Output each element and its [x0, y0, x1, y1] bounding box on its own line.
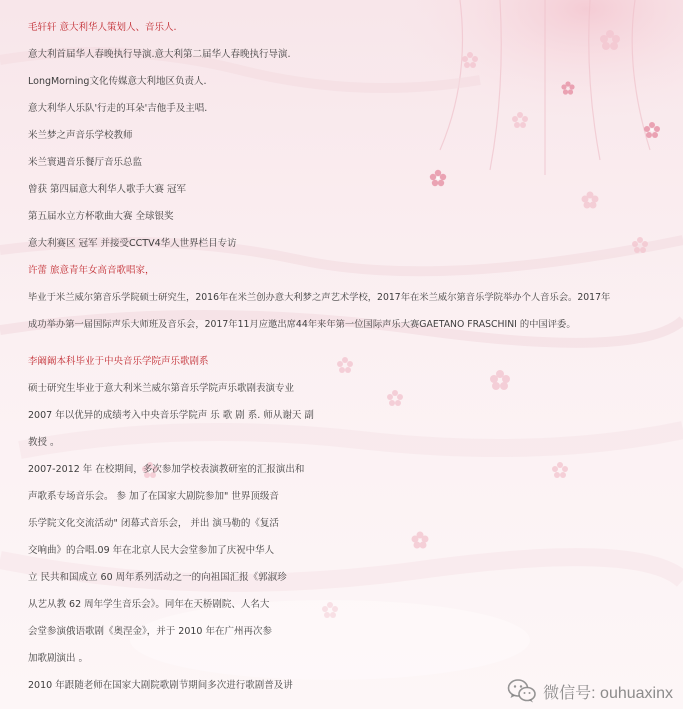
paragraph-line: 交响曲》的合唱.09 年在北京人民大会堂参加了庆祝中华人 [28, 545, 275, 556]
paragraph-line: 曾获 第四届意大利华人歌手大赛 冠军 [28, 184, 187, 195]
paragraph-line: 会堂参演俄语歌剧《奥涅金》，并于 2010 年在广州再次参 [28, 626, 272, 637]
paragraph-line: 意大利首届华人春晚执行导演.意大利第二届华人春晚执行导演. [28, 49, 291, 60]
paragraph-line: 成功举办第一届国际声乐大师班及音乐会，2017年11月应邀出席44年来年第一位国际声乐大赛GAETANO FRASCHINI 的中国评委。 [28, 319, 576, 330]
wechat-logo-icon [507, 678, 537, 704]
paragraph-line: 从艺从教 62 周年学生音乐会》。同年在天桥剧院、人名大 [28, 599, 270, 610]
watermark-text: 微信号: ouhuaxinx [543, 684, 673, 702]
paragraph-line: 2007 年以优异的成绩考入中央音乐学院声 乐 歌 剧 系. 师从谢天 副 [28, 410, 314, 421]
paragraph-line: 米兰寰遇音乐餐厅音乐总监 [28, 157, 143, 168]
paragraph-line: 意大利华人乐队'行走的耳朵'吉他手及主唱. [28, 103, 208, 114]
paragraph-line: LongMorning文化传媒意大利地区负责人. [28, 76, 207, 87]
paragraph-line: 教授 。 [28, 437, 60, 448]
paragraph-line: 硕士研究生毕业于意大利米兰威尔第音乐学院声乐歌剧表演专业 [28, 383, 295, 394]
paragraph-line: 2007-2012 年 在校期间，多次参加学校表演教研室的汇报演出和 [28, 464, 305, 475]
paragraph-line: 立 民共和国成立 60 周年系列活动之一的向祖国汇报《郭淑珍 [28, 572, 287, 583]
paragraph-line: 毕业于米兰威尔第音乐学院硕士研究生，2016年在米兰创办意大利梦之声艺术学校，2017年在米兰威尔第音乐学院举办个人音乐会。2017年 [28, 292, 611, 303]
paragraph-line: 乐学院文化交流活动" 闭幕式音乐会， 并出 演马勒的《复活 [28, 518, 279, 529]
paragraph-line: 声歌系专场音乐会。 参 加了在国家大剧院参加" 世界顶级音 [28, 491, 279, 502]
paragraph-line: 意大利赛区 冠军 并接受CCTV4华人世界栏目专访 [28, 238, 237, 249]
paragraph-line: 第五届水立方杯歌曲大赛 全球银奖 [28, 211, 174, 222]
heading-xulei: 许蕾 旅意青年女高音歌唱家， [28, 265, 155, 276]
paragraph-line: 加歌剧演出 。 [28, 653, 89, 664]
wechat-watermark [507, 677, 673, 705]
paragraph-line: 2010 年跟随老师在国家大剧院歌剧节期间多次进行歌剧普及讲 [28, 680, 293, 691]
heading-maoxuanxuan: 毛轩轩 意大利华人策划人、音乐人. [28, 22, 177, 33]
heading-likankan: 李阚阚本科毕业于中央音乐学院声乐歌剧系 [28, 356, 209, 367]
paragraph-line: 米兰梦之声音乐学校教师 [28, 130, 133, 141]
